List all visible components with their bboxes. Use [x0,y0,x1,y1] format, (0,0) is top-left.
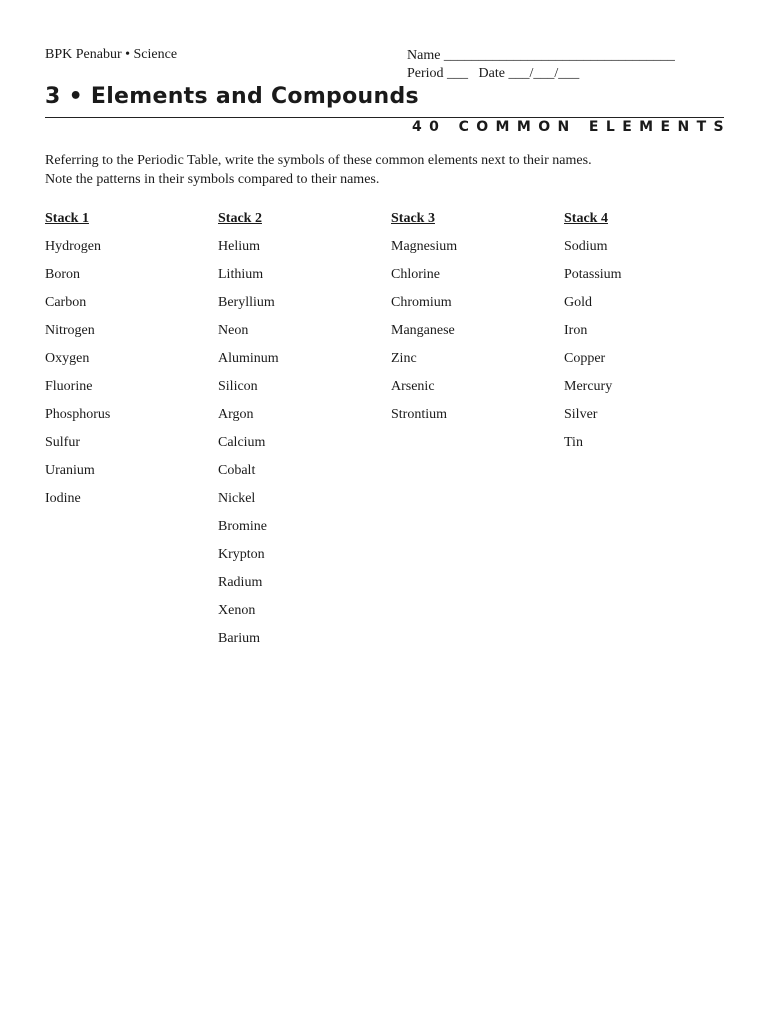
element-name: Helium [218,239,260,254]
element-name: Lithium [218,267,264,282]
stack-heading: Stack 1 [45,211,89,226]
element-name: Hydrogen [45,239,101,254]
element-name: Xenon [218,603,256,618]
name-field-line[interactable]: Name _________________________________ [407,48,675,63]
element-name: Argon [218,407,254,422]
student-info-block [407,47,675,83]
element-name: Silver [564,407,598,422]
element-name: Boron [45,267,80,282]
element-name: Radium [218,575,263,590]
element-name: Cobalt [218,463,256,478]
element-name: Nickel [218,491,256,506]
element-name: Oxygen [45,351,90,366]
stack-heading: Stack 3 [391,211,435,226]
instruction-line: Referring to the Periodic Table, write the symbols of these common elements next to their names. [45,153,592,168]
section-subtitle: 40 COMMON ELEMENTS [412,119,731,135]
stack-column-4 [564,209,724,461]
element-name: Manganese [391,323,455,338]
element-name: Carbon [45,295,87,310]
element-name: Mercury [564,379,613,394]
element-name: Tin [564,435,583,450]
element-name: Iodine [45,491,81,506]
element-name: Copper [564,351,606,366]
stack-column-1 [45,209,205,517]
element-name: Barium [218,631,260,646]
element-name: Phosphorus [45,407,111,422]
element-name: Fluorine [45,379,93,394]
element-name: Bromine [218,519,267,534]
instructions [45,151,592,189]
element-name: Sodium [564,239,608,254]
element-name: Chlorine [391,267,440,282]
element-name: Krypton [218,547,265,562]
element-name: Chromium [391,295,452,310]
stack-column-2 [218,209,378,657]
element-name: Zinc [391,351,417,366]
element-name: Calcium [218,435,266,450]
element-name: Sulfur [45,435,80,450]
stack-heading: Stack 4 [564,211,608,226]
element-name: Potassium [564,267,622,282]
element-name: Beryllium [218,295,275,310]
element-name: Iron [564,323,588,338]
element-name: Magnesium [391,239,458,254]
school-course-label: BPK Penabur • Science [45,47,178,62]
element-name: Gold [564,295,592,310]
title-divider [45,117,724,118]
stack-column-3 [391,209,551,433]
element-name: Aluminum [218,351,279,366]
page-title: 3 • Elements and Compounds [45,84,419,109]
instruction-line: Note the patterns in their symbols compared to their names. [45,172,380,187]
element-name: Silicon [218,379,258,394]
element-name: Uranium [45,463,95,478]
element-name: Nitrogen [45,323,95,338]
element-name: Strontium [391,407,448,422]
element-name: Neon [218,323,249,338]
stack-heading: Stack 2 [218,211,262,226]
element-name: Arsenic [391,379,435,394]
period-date-field-line[interactable]: Period ___ Date ___/___/___ [407,66,580,81]
